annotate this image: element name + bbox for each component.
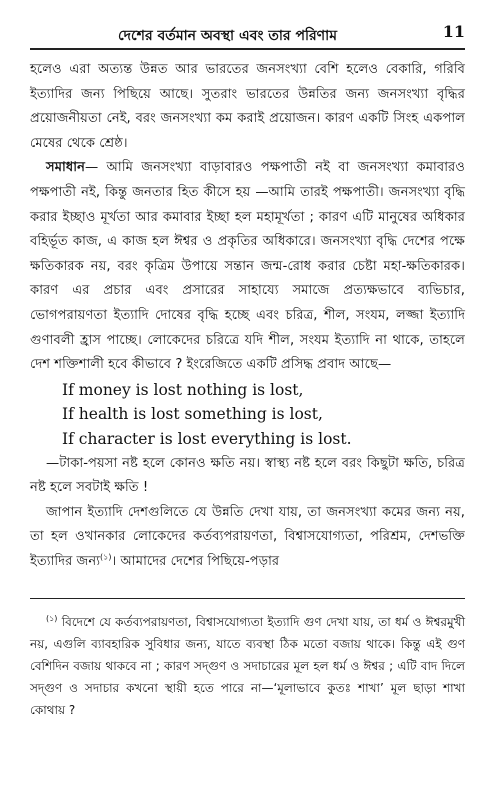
page-header	[30, 22, 465, 50]
footnote-paragraph	[30, 611, 465, 721]
footnote-divider	[30, 598, 465, 599]
paragraph-4-tail: । আমাদের দেশের পিছিয়ে-পড়ার	[111, 553, 280, 569]
english-proverb	[30, 378, 465, 452]
page-number: 11	[442, 22, 465, 41]
footnote-text: বিদেশে যে কর্তব্যপরায়ণতা, বিশ্বাসযোগ্যতা ইত্যাদি গুণ দেখা যায়, তা ধর্ম ও ঈশ্বরমুখী নয়, এগুলি ব্যাবহারিক সুবিধার জন্য, যাতে ব্যবস্থা ঠিক মতো বজায় থাকে। কিন্তু এই গুণ বেশিদিন বজায় থাকবে না ; কারণ সদ্গুণ ও সদাচারের মূল হল ধর্ম ও ঈশ্বর ; এটি বাদ দিলে সদ্গুণ ও সদাচার কখনো স্থায়ী হতে পারে না—‘মূলাভাবে কুতঃ শাখা’ মূল ছাড়া শাখা কোথায় ?	[30, 615, 465, 718]
footnote-marker: (১)	[46, 614, 58, 624]
main-text	[30, 58, 465, 574]
running-title: দেশের বর্তমান অবস্থা এবং তার পরিণাম	[118, 28, 337, 44]
paragraph-3: —টাকা-পয়সা নষ্ট হলে কোনও ক্ষতি নয়। স্বাস্থ্য নষ্ট হলে বরং কিছুটা ক্ষতি, চরিত্র নষ্ট হলে সবটাই ক্ষতি !	[30, 455, 465, 496]
paragraph-4-text: জাপান ইত্যাদি দেশগুলিতে যে উন্নতি দেখা যায়, তা জনসংখ্যা কমের জন্য নয়, তা হল ওখানকার লোকেদের কর্তব্যপরায়ণতা, বিশ্বাসযোগ্যতা, পরিশ্রম, দেশভক্তি ইত্যাদির জন্য	[30, 504, 465, 569]
paragraph-4	[30, 501, 465, 575]
solution-label: সমাধান	[46, 160, 85, 176]
footnote	[30, 611, 465, 721]
paragraph-1: হলেও এরা অত্যন্ত উন্নত আর ভারতের জনসংখ্যা বেশি হলেও বেকারি, গরিবি ইত্যাদির জন্য পিছিয়ে আছে। সুতরাং ভারতের উন্নতির জন্য জনসংখ্যা বৃদ্ধির প্রয়োজনীয়তা নেই, বরং জনসংখ্যা কম করাই প্রয়োজন। কারণ একটি সিংহ একপাল মেষের থেকে শ্রেষ্ঠ।	[30, 62, 465, 151]
footnote-reference[interactable]: (১)	[100, 552, 112, 562]
paragraph-2	[30, 156, 465, 377]
proverb-line-1: If money is lost nothing is lost,	[62, 380, 304, 399]
proverb-line-2: If health is lost something is lost,	[62, 405, 323, 424]
paragraph-2-text: — আমি জনসংখ্যা বাড়াবারও পক্ষপাতী নই বা জনসংখ্যা কমাবারও পক্ষপাতী নই, কিন্তু জনতার হিত কীসে হয় —আমি তারই পক্ষপাতী। জনসংখ্যা বৃদ্ধি করার ইচ্ছাও মূর্খতা আর কমাবার ইচ্ছা হল মহামূর্খতা ; কারণ এটি মানুষের অধিকার বহির্ভূত কাজ, এ কাজ হল ঈশ্বর ও প্রকৃতির অধিকারে। জনসংখ্যা বৃদ্ধি দেশের পক্ষে ক্ষতিকারক নয়, বরং কৃত্রিম উপায়ে সন্তান জন্ম-রোধ করার চেষ্টা মহা-ক্ষতিকারক। কারণ এর প্রচার এবং প্রসারের সাহায্যে সমাজে প্রত্যক্ষভাবে ব্যভিচার, ভোগপরায়ণতা ইত্যাদি দোষের বৃদ্ধি হচ্ছে এবং চরিত্র, শীল, সংযম, লজ্জা ইত্যাদি গুণাবলী হ্রাস পাচ্ছে। লোকেদের চরিত্রে যদি শীল, সংযম ইত্যাদি না থাকে, তাহলে দেশ শক্তিশালী হবে কীভাবে ? ইংরেজিতে একটি প্রসিদ্ধ প্রবাদ আছে—	[30, 160, 465, 373]
proverb-line-3: If character is lost everything is lost.	[62, 429, 352, 448]
